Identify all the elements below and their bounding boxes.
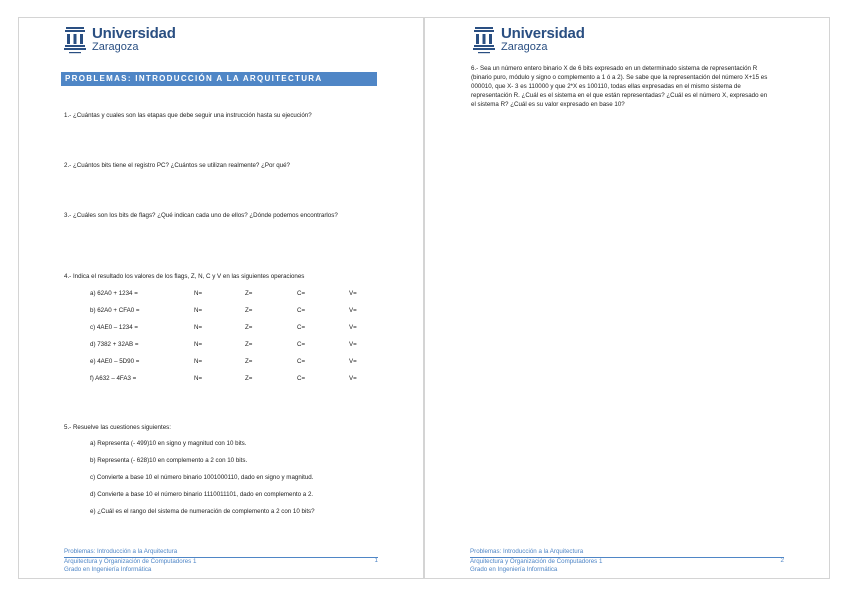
operation-expression: b) 62A0 + CFA0 =	[90, 307, 140, 314]
footer-course-topic: Problemas: Introducción a la Arquitectura	[64, 547, 378, 558]
flag-n: N=	[194, 324, 203, 331]
footer-subject: Arquitectura y Organización de Computadores 1	[470, 558, 603, 565]
page-number: 1	[374, 557, 378, 564]
flag-z: Z=	[245, 358, 253, 365]
footer-degree: Grado en Ingeniería Informática	[470, 566, 558, 573]
flag-n: N=	[194, 375, 203, 382]
page-footer	[470, 547, 784, 574]
flag-v: V=	[349, 290, 357, 297]
operation-expression: a) 62A0 + 1234 =	[90, 290, 138, 297]
footer-course-topic: Problemas: Introducción a la Arquitectura	[470, 547, 784, 558]
university-logo	[64, 26, 176, 55]
logo-subtitle: Zaragoza	[92, 41, 139, 53]
question-6: 6.- Sea un número entero binario X de 6 bits expresado en un determinado sistema de representación R (binario puro, módulo y signo o complemento a 1 ó a 2). Se sabe que la representación del número X+15 es 000010, que X- 3 es 110000 y que 2*X es 100110, todas ellas expresadas en el mismo sistema de representación R. ¿Cuál es el sistema en el que están representadas? ¿Cuál es el número X, expresado en el sistema R? ¿Cuál es su valor expresado en base 10?	[471, 65, 768, 108]
flag-n: N=	[194, 307, 203, 314]
question-5-item: a) Representa (- 499)10 en signo y magnitud con 10 bits.	[90, 440, 247, 447]
flag-v: V=	[349, 358, 357, 365]
flag-c: C=	[297, 307, 306, 314]
logo-subtitle: Zaragoza	[501, 41, 548, 53]
footer-degree: Grado en Ingeniería Informática	[64, 566, 152, 573]
operation-expression: c) 4AE0 – 1234 =	[90, 324, 138, 331]
question-5: 5.- Resuelve las cuestiones siguientes:	[64, 424, 171, 431]
university-crest-icon	[473, 26, 495, 55]
question-3: 3.- ¿Cuáles son los bits de flags? ¿Qué indican cada uno de ellos? ¿Dónde podemos encontrarlos?	[64, 212, 338, 219]
flag-v: V=	[349, 375, 357, 382]
logo-name: Universidad	[92, 25, 176, 42]
question-5-item: d) Convierte a base 10 el número binario 1110011101, dado en complemento a 2.	[90, 491, 314, 498]
flag-n: N=	[194, 358, 203, 365]
question-5-item: e) ¿Cuál es el rango del sistema de numeración de complemento a 2 con 10 bits?	[90, 508, 315, 515]
flag-z: Z=	[245, 324, 253, 331]
flag-c: C=	[297, 290, 306, 297]
flag-v: V=	[349, 324, 357, 331]
section-banner: PROBLEMAS: INTRODUCCIÓN A LA ARQUITECTURA	[61, 72, 377, 86]
question-5-item: c) Convierte a base 10 el número binario 1001000110, dado en signo y magnitud.	[90, 474, 314, 481]
flag-z: Z=	[245, 375, 253, 382]
flag-z: Z=	[245, 341, 253, 348]
page-number: 2	[780, 557, 784, 564]
flag-c: C=	[297, 324, 306, 331]
flag-z: Z=	[245, 307, 253, 314]
flag-n: N=	[194, 341, 203, 348]
footer-subject: Arquitectura y Organización de Computadores 1	[64, 558, 197, 565]
operation-expression: d) 7382 + 32AB =	[90, 341, 139, 348]
university-crest-icon	[64, 26, 86, 55]
question-1: 1.- ¿Cuántas y cuales son las etapas que debe seguir una instrucción hasta su ejecución?	[64, 112, 312, 119]
flag-z: Z=	[245, 290, 253, 297]
question-5-item: b) Representa (- 628)10 en complemento a 2 con 10 bits.	[90, 457, 248, 464]
university-logo	[473, 26, 585, 55]
flag-v: V=	[349, 307, 357, 314]
operation-expression: f) A632 – 4FA3 =	[90, 375, 137, 382]
page-1	[18, 17, 424, 579]
operation-expression: e) 4AE0 – 5D90 =	[90, 358, 140, 365]
page-2	[424, 17, 830, 579]
flag-v: V=	[349, 341, 357, 348]
question-4: 4.- Indica el resultado los valores de los flags, Z, N, C y V en las siguientes operaciones	[64, 273, 305, 280]
flag-c: C=	[297, 375, 306, 382]
flag-n: N=	[194, 290, 203, 297]
logo-name: Universidad	[501, 25, 585, 42]
page-footer	[64, 547, 378, 574]
flag-c: C=	[297, 341, 306, 348]
question-2: 2.- ¿Cuántos bits tiene el registro PC? ¿Cuántos se utilizan realmente? ¿Por qué?	[64, 162, 290, 169]
flag-c: C=	[297, 358, 306, 365]
